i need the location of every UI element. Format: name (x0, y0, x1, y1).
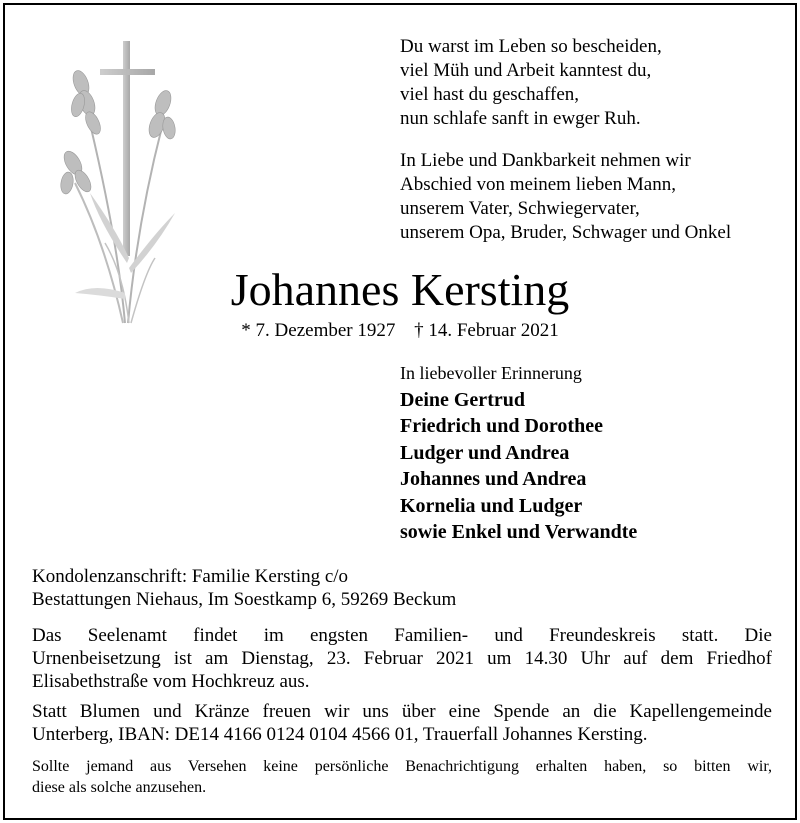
notification-notice (32, 756, 772, 798)
farewell-line: unserem Opa, Bruder, Schwager und Onkel (400, 222, 732, 243)
farewell-line: Abschied von meinem lieben Mann, (400, 174, 676, 195)
life-dates (5, 319, 795, 343)
condolence-line: Kondolenzanschrift: Familie Kersting c/o (32, 566, 349, 587)
farewell-text (400, 149, 731, 245)
memory-line: In liebevoller Erinnerung (400, 363, 582, 383)
mourner: Deine Gertrud (400, 389, 525, 411)
poem-line: nun schlafe sanft in ewger Ruh. (400, 108, 641, 129)
service-line: Das Seelenamt findet im engsten Familien- und Freundeskreis statt. Die (32, 625, 772, 646)
death-date: † 14. Februar 2021 (414, 320, 559, 341)
mourners-list (400, 387, 637, 545)
mourner: Friedrich und Dorothee (400, 415, 603, 438)
donation-line: Unterberg, IBAN: DE14 4166 0124 0104 4566 01, Trauerfall Johannes Kersting. (32, 724, 648, 745)
obituary-notice (3, 3, 797, 820)
poem (400, 35, 662, 131)
birth-date: * 7. Dezember 1927 (241, 320, 396, 341)
farewell-line: unserem Vater, Schwiegervater, (400, 198, 640, 219)
poem-line: viel hast du geschaffen, (400, 84, 580, 105)
notice-line: Sollte jemand aus Versehen keine persönliche Benachrichtigung erhalten haben, so bitten wir, (32, 758, 772, 775)
poem-line: viel Müh und Arbeit kanntest du, (400, 60, 652, 81)
farewell-line: In Liebe und Dankbarkeit nehmen wir (400, 150, 691, 171)
poem-line: Du warst im Leben so bescheiden, (400, 36, 662, 57)
donation-line: Statt Blumen und Kränze freuen wir uns über eine Spende an die Kapellengemeinde (32, 701, 772, 722)
donation-info (32, 700, 772, 746)
notice-line: diese als solche anzusehen. (32, 779, 207, 796)
mourner: Kornelia und Ludger (400, 494, 583, 517)
condolence-line: Bestattungen Niehaus, Im Soestkamp 6, 59269 Beckum (32, 589, 457, 610)
mourner: Ludger und Andrea (400, 441, 570, 464)
deceased-name: Johannes Kersting (230, 264, 570, 315)
mourner: Johannes und Andrea (400, 468, 587, 491)
mourner: sowie Enkel und Verwandte (400, 521, 638, 544)
condolence-address (32, 565, 772, 611)
service-line: Elisabethstraße vom Hochkreuz aus. (32, 671, 310, 692)
service-line: Urnenbeisetzung ist am Dienstag, 23. Februar 2021 um 14.30 Uhr auf dem Friedhof (32, 648, 772, 669)
service-info (32, 624, 772, 693)
